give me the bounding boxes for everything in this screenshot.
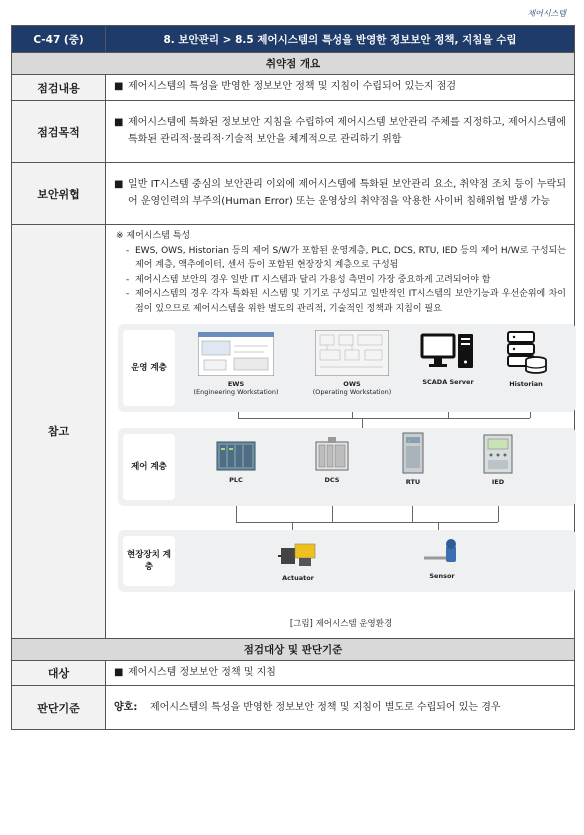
row-content — [106, 163, 575, 225]
row-reference — [12, 225, 575, 639]
row-check-content — [12, 75, 575, 101]
network-line — [332, 506, 333, 522]
title-row — [12, 26, 575, 53]
network-line — [238, 418, 530, 419]
network-line — [362, 418, 363, 428]
bullet-square-icon: ■ — [114, 666, 124, 678]
network-line — [292, 522, 293, 530]
row-label: 보안위협 — [12, 163, 106, 225]
row-check-purpose — [12, 101, 575, 163]
row-threat — [12, 163, 575, 225]
workstation-screen-icon — [198, 332, 274, 376]
reference-item: - 제어시스템의 경우 각자 특화된 시스템 및 기기로 구성되고 일반적인 IT시스템의 보안기능과 우선순위에 차이점이 있으므로 제어시스템을 위한 별도의 관리적, 기술적인 정책과 지침이 필요 — [126, 289, 566, 314]
row-text: 제어시스템에 특화된 정보보안 지침을 수립하여 제어시스템 보안관리 주체를 지정하고, 제어시스템에 특화된 관리적·물리적·기술적 보안을 체계적으로 관리하기 위함 — [128, 117, 566, 145]
reference-head: ※ 제어시스템 특성 — [116, 231, 191, 241]
network-line — [236, 522, 498, 523]
actuator-device: Actuator — [268, 534, 328, 582]
workstation-screen-icon — [315, 330, 389, 376]
dcs-icon — [314, 436, 350, 472]
row-text: 일반 IT시스템 중심의 보안관리 이외에 제어시스템에 특화된 보안관리 요소, 취약점 조치 등이 누락되어 운영인력의 부주의(Human Error) 또는 운영상의 취약점을 악용한 사이버 침해위협 발생 가능 — [128, 179, 566, 207]
row-label: 대상 — [12, 660, 106, 686]
row-content — [106, 101, 575, 163]
bullet-square-icon: ■ — [114, 117, 124, 128]
scada-server-device: SCADA Server — [416, 332, 480, 386]
section-title: 점검대상 및 판단기준 — [12, 638, 575, 660]
row-criteria — [12, 686, 575, 730]
network-line — [448, 412, 449, 418]
reference-item: - 제어시스템 보안의 경우 일반 IT 시스템과 달리 가용성 측면이 가장 중요하게 고려되어야 함 — [126, 274, 491, 285]
layer-label: 현장장치 계층 — [123, 536, 175, 586]
row-content — [106, 75, 575, 101]
section-header-overview — [12, 53, 575, 75]
row-text: 제어시스템 정보보안 정책 및 지침 — [128, 666, 276, 678]
ows-device: OWS (Operating Workstation) — [302, 330, 402, 396]
rtu-device: RTU — [388, 432, 438, 486]
network-line — [238, 412, 239, 418]
inspection-table — [11, 25, 575, 730]
item-title: 8. 보안관리 > 8.5 제어시스템의 특성을 반영한 정보보안 정책, 지침을 수립 — [106, 26, 575, 53]
row-label: 점검목적 — [12, 101, 106, 163]
sensor-icon — [422, 536, 462, 568]
figure-caption: [그림] 제어시스템 운영환경 — [289, 619, 393, 629]
network-line — [530, 412, 531, 418]
row-label: 점검내용 — [12, 75, 106, 101]
reference-item: - EWS, OWS, Historian 등의 제어 S/W가 포함된 운영계층, PLC, DCS, RTU, IED 등의 제어 H/W로 구성되는 제어 계층, 액추에이터, 센서 등이 포함된 현장장치 계층으로 구성됨 — [126, 245, 566, 270]
criteria-key: 양호: — [114, 701, 138, 713]
bullet-square-icon: ■ — [114, 81, 124, 93]
plc-icon — [216, 438, 256, 472]
item-code: C-47 (중) — [12, 26, 106, 53]
ied-device: IED — [473, 434, 523, 486]
computer-icon — [420, 332, 476, 374]
row-text: 제어시스템의 특성을 반영한 정보보안 정책 및 지침이 수립되어 있는지 점검 — [128, 81, 457, 93]
database-server-icon — [504, 330, 548, 376]
bullet-square-icon: ■ — [114, 179, 124, 190]
actuator-icon — [277, 534, 319, 570]
plc-device: PLC — [206, 438, 266, 484]
layer-label: 운영 계층 — [123, 330, 175, 406]
layer-label: 제어 계층 — [123, 434, 175, 500]
network-line — [412, 506, 413, 522]
row-content — [106, 686, 575, 730]
network-line — [236, 506, 237, 522]
rtu-icon — [400, 432, 426, 474]
field-device-layer — [118, 530, 576, 592]
reference-content — [106, 225, 575, 639]
control-system-diagram — [118, 324, 564, 609]
section-header-criteria — [12, 638, 575, 660]
dcs-device: DCS — [302, 436, 362, 484]
row-label: 판단기준 — [12, 686, 106, 730]
ews-device: EWS (Engineering Workstation) — [186, 332, 286, 396]
header-tag: 제어시스템 — [527, 9, 566, 18]
row-content — [106, 660, 575, 686]
sensor-device: Sensor — [414, 536, 470, 580]
operations-layer — [118, 324, 576, 412]
ied-icon — [482, 434, 514, 474]
row-target — [12, 660, 575, 686]
network-line — [352, 412, 353, 418]
row-label: 참고 — [12, 225, 106, 639]
network-line — [498, 506, 499, 522]
historian-device: Historian — [496, 330, 556, 388]
section-title: 취약점 개요 — [12, 53, 575, 75]
criteria-text: 제어시스템의 특성을 반영한 정보보안 정책 및 지침이 별도로 수립되어 있는 경우 — [150, 701, 501, 713]
control-layer — [118, 428, 576, 506]
network-line — [438, 522, 439, 530]
